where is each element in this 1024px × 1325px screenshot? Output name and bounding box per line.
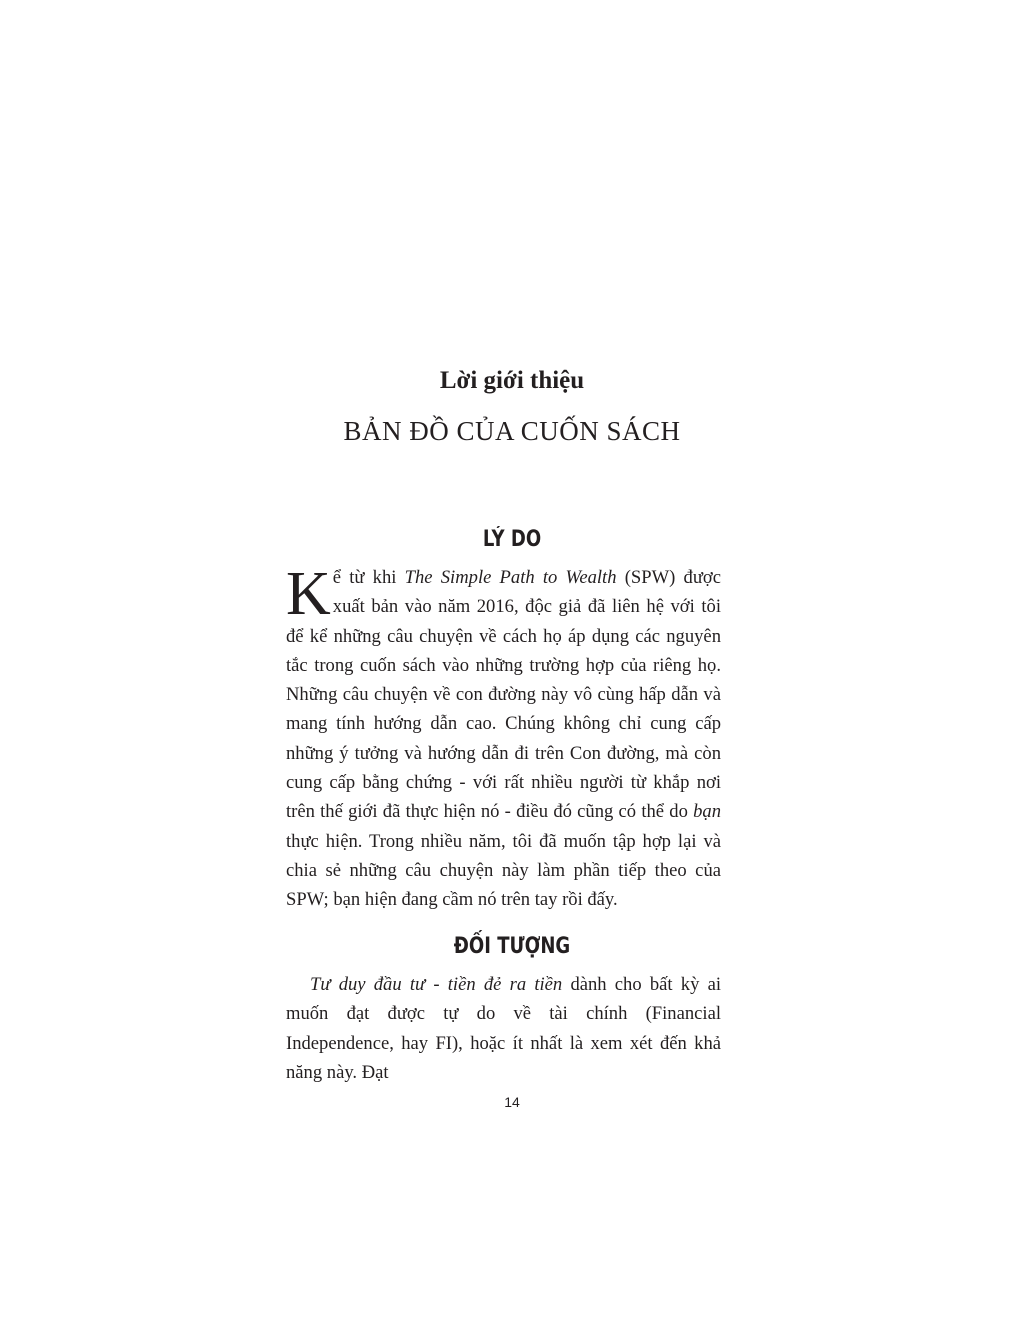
chapter-title: BẢN ĐỒ CỦA CUỐN SÁCH xyxy=(343,416,681,446)
text-run: (SPW) được xuất bản vào năm 2016, độc giả đã liên hệ với tôi để kể những câu chuyện về cách họ áp dụng các nguyên tắc trong cuốn sách vào những trường hợp của riêng họ. Những câu chuyện về con đường này vô cùng hấp dẫn và mang tính hướng dẫn cao. Chúng không chỉ cung cấp những ý tưởng và hướng dẫn đi trên Con đường, mà còn cung cấp bằng chứng - với rất nhiều người từ khắp nơi trên thế giới đã thực hiện nó - điều đó cũng có thể do xyxy=(286,567,721,823)
book-title-italic: Tư duy đầu tư - tiền đẻ ra tiền xyxy=(310,974,563,995)
text-run: dành cho bất kỳ ai muốn đạt được tự do về tài chính (Financial Independence, hay FI), hoặc ít nhất là xem xét đến khả năng này. Đạt xyxy=(286,974,721,1083)
paragraph-audience xyxy=(286,970,721,1087)
chapter-label: Lời giới thiệu xyxy=(439,367,585,394)
page-number: 14 xyxy=(504,1094,520,1110)
section-heading-reason: LÝ DO xyxy=(482,527,542,552)
paragraph-reason xyxy=(286,560,721,915)
section-heading-audience: ĐỐI TƯỢNG xyxy=(453,934,571,959)
book-title-italic: The Simple Path to Wealth xyxy=(404,567,617,588)
emphasis-italic: bạn xyxy=(693,801,721,823)
text-run: thực hiện. Trong nhiều năm, tôi đã muốn tập hợp lại và chia sẻ những câu chuyện này làm phần tiếp theo của SPW; bạn hiện đang cầm nó trên tay rồi đấy. xyxy=(286,830,721,911)
drop-cap: K xyxy=(286,560,331,628)
text-run: ể từ khi xyxy=(332,567,405,588)
